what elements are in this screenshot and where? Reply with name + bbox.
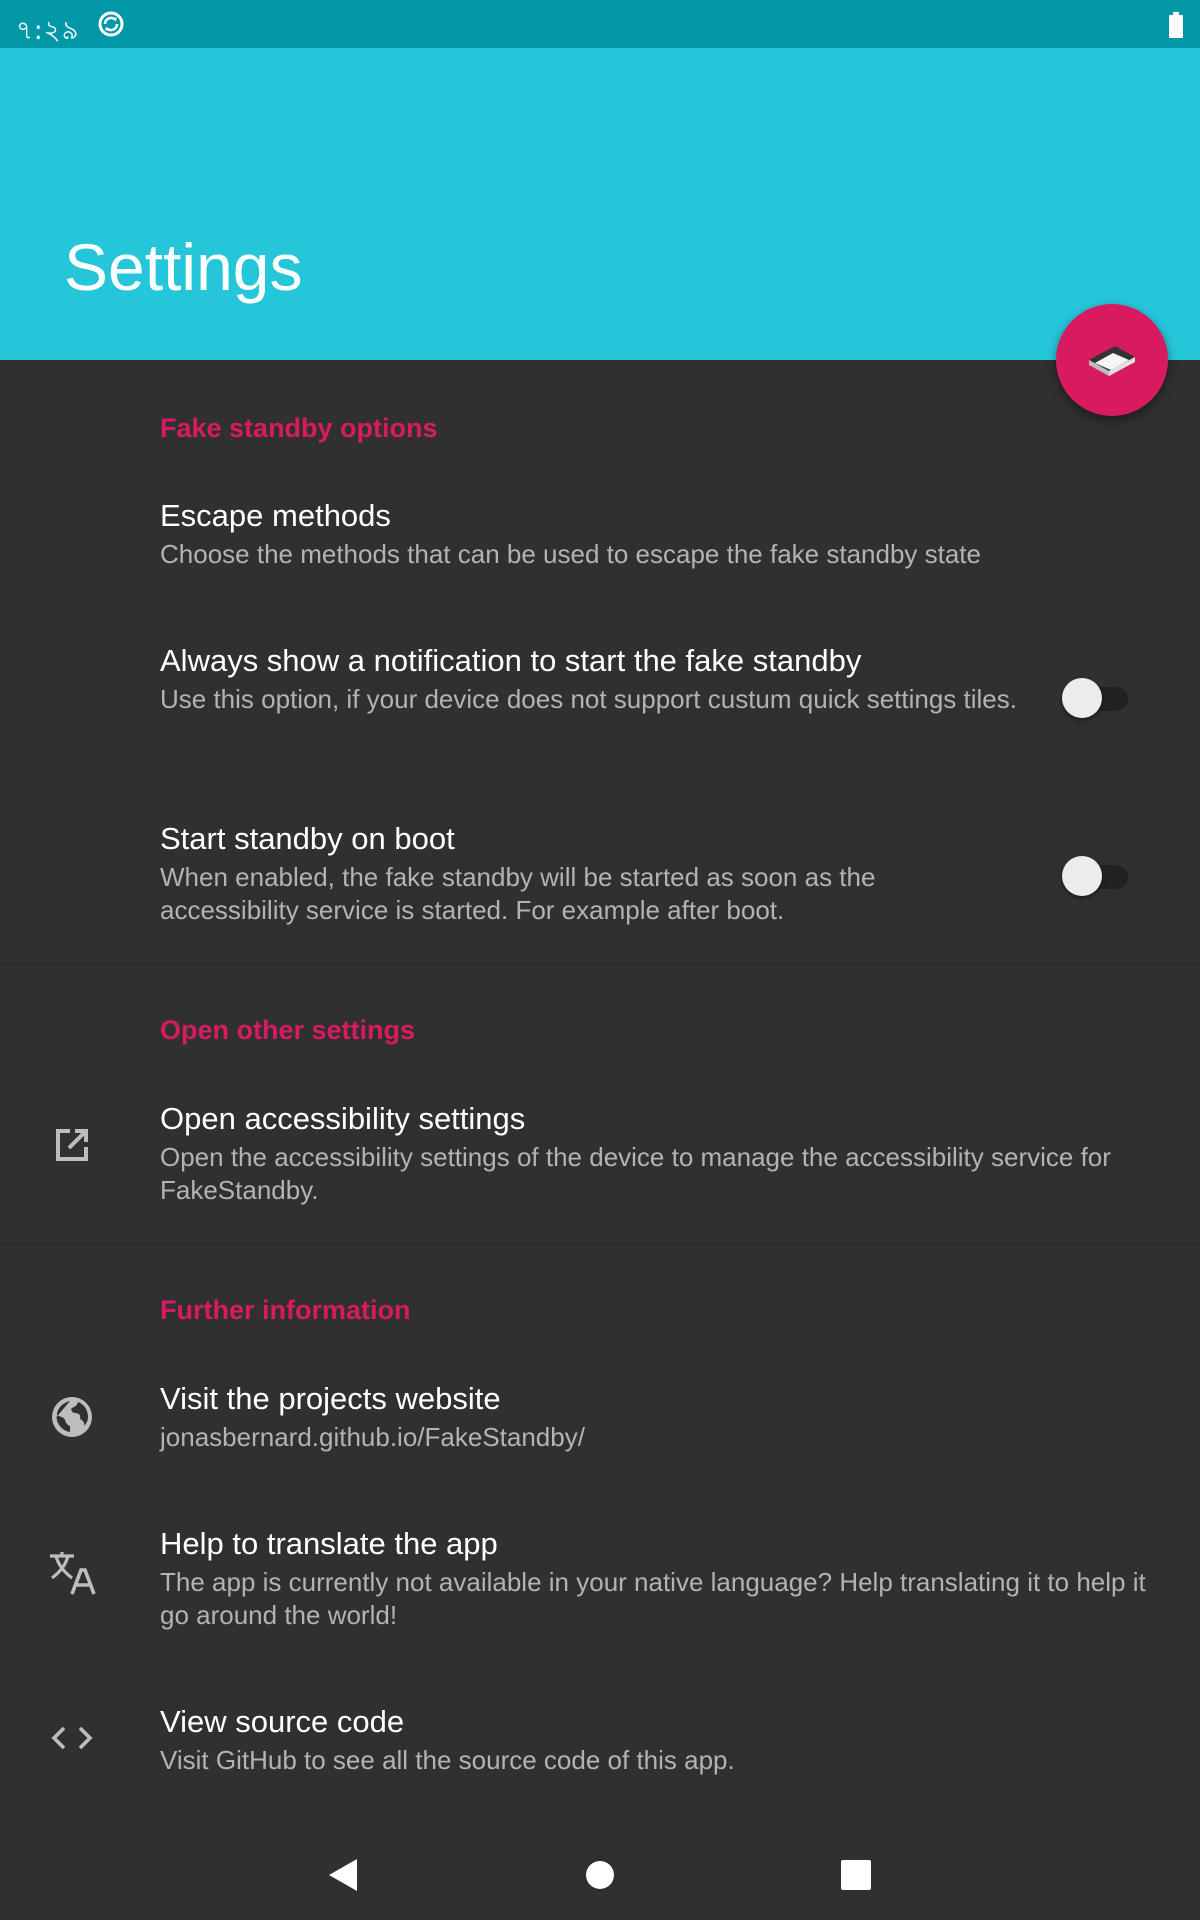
back-icon: [325, 1857, 359, 1893]
start-standby-fab[interactable]: [1056, 304, 1168, 416]
pref-visit-website[interactable]: [0, 1381, 1200, 1481]
open-in-new-icon: [48, 1121, 96, 1169]
code-icon: [48, 1714, 96, 1762]
pref-title: View source code: [160, 1704, 405, 1739]
navigation-bar: [0, 1830, 1200, 1920]
pref-always-show-notification[interactable]: [0, 643, 1200, 773]
pref-title: Visit the projects website: [160, 1381, 501, 1416]
switch-thumb: [1062, 856, 1102, 896]
pref-summary: Open the accessibility settings of the device to manage the accessibility service for FakeStandby.: [160, 1142, 1111, 1205]
home-icon: [585, 1860, 615, 1890]
category-fake-standby-options: Fake standby options: [160, 413, 438, 443]
pref-title: Always show a notification to start the fake standby: [160, 643, 862, 678]
pref-open-accessibility-settings[interactable]: [0, 1101, 1200, 1221]
settings-list: [0, 360, 1200, 1830]
pref-summary: When enabled, the fake standby will be started as soon as the accessibility service is started. For example after boot.: [160, 862, 876, 925]
category-open-other-settings: Open other settings: [160, 1015, 416, 1045]
pref-escape-methods[interactable]: [0, 498, 1200, 608]
section-divider: [0, 963, 1200, 964]
app-bar: [0, 48, 1200, 360]
switch-thumb: [1062, 678, 1102, 718]
pref-summary: Visit GitHub to see all the source code of this app.: [160, 1745, 735, 1775]
pref-summary: Choose the methods that can be used to escape the fake standby state: [160, 539, 981, 569]
pref-summary: The app is currently not available in your native language? Help translating it to help it go around the world!: [160, 1567, 1146, 1630]
pref-view-source-code[interactable]: [0, 1704, 1200, 1804]
status-time: ৭:২৯: [16, 16, 80, 46]
pref-help-translate[interactable]: [0, 1526, 1200, 1646]
status-bar: [0, 0, 1200, 48]
pref-title: Start standby on boot: [160, 821, 455, 856]
page-title: Settings: [64, 230, 303, 304]
pref-summary: Use this option, if your device does not support custum quick settings tiles.: [160, 684, 1017, 714]
recents-icon: [841, 1860, 871, 1890]
back-button[interactable]: [317, 1850, 367, 1900]
recents-button[interactable]: [831, 1850, 881, 1900]
section-divider: [0, 1243, 1200, 1244]
pref-title: Open accessibility settings: [160, 1101, 526, 1136]
pref-title: Escape methods: [160, 498, 391, 533]
standby-device-icon: [1085, 338, 1139, 382]
notification-toggle[interactable]: [1062, 677, 1132, 719]
category-further-information: Further information: [160, 1295, 411, 1325]
pref-title: Help to translate the app: [160, 1526, 498, 1561]
battery-icon: [1168, 12, 1184, 38]
start-on-boot-toggle[interactable]: [1062, 855, 1132, 897]
pref-summary: jonasbernard.github.io/FakeStandby/: [160, 1422, 585, 1452]
translate-icon: [48, 1548, 96, 1596]
globe-icon: [48, 1393, 96, 1441]
sync-icon: [96, 9, 126, 39]
home-button[interactable]: [575, 1850, 625, 1900]
pref-start-standby-on-boot[interactable]: [0, 821, 1200, 951]
